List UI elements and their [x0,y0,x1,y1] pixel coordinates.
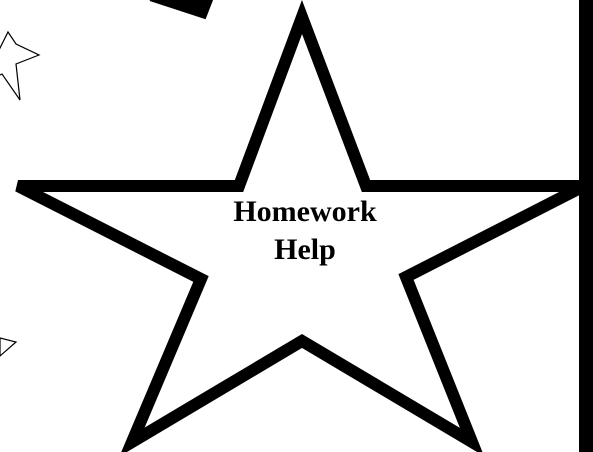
star-label [185,193,425,269]
right-border-bar [579,0,593,452]
small-star-top-icon [0,32,39,100]
star-fragment-icon [150,0,212,18]
star-label-line-1: Homework [233,195,377,228]
star-label-line-2: Help [274,233,336,266]
small-star-bottom-icon [0,338,16,356]
